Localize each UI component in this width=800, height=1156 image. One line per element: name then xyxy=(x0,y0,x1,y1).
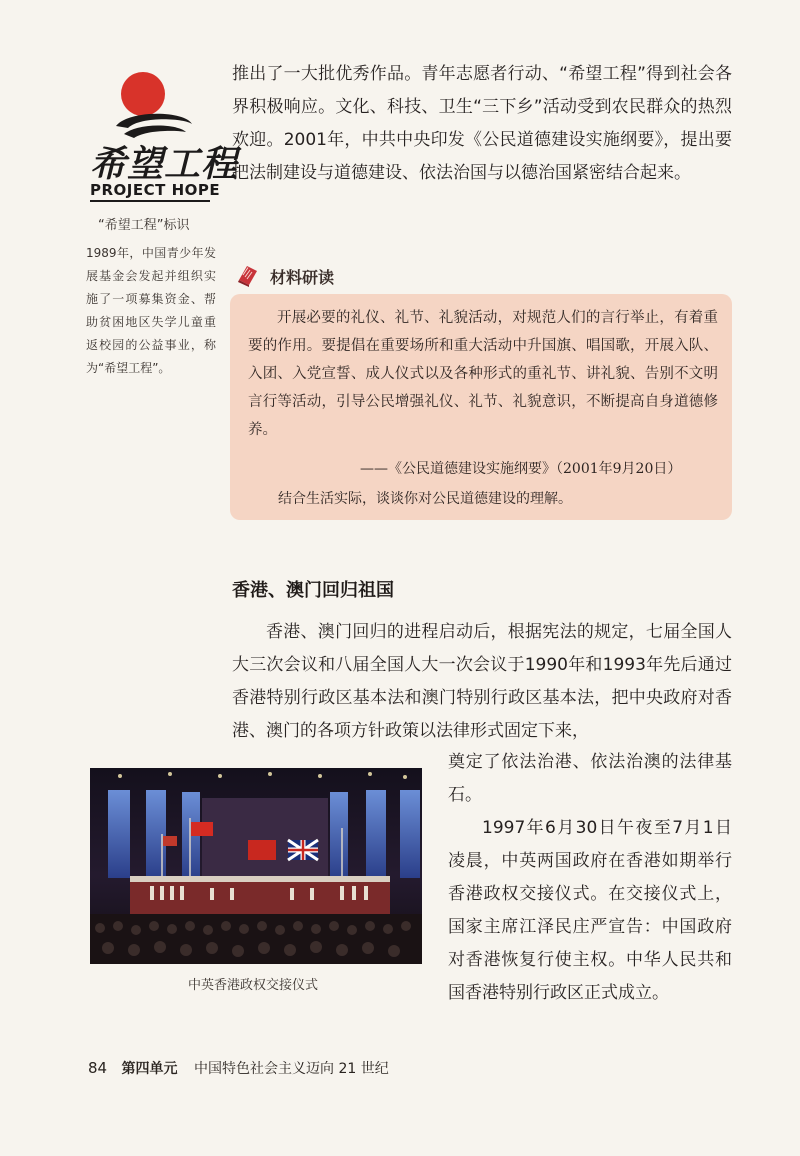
handover-paragraph-continued: 奠定了依法治港、依法治澳的法律基石。 xyxy=(448,752,732,805)
unit-label: 第四单元 xyxy=(121,1061,178,1077)
side-note: 1989年，中国青少年发展基金会发起并组织实施了一项募集资金、帮助贫困地区失学儿童重返校园的公益事业，称为“希望工程”。 xyxy=(86,246,216,375)
photo-caption: 中英香港政权交接仪式 xyxy=(188,978,319,993)
logo-underline xyxy=(90,200,210,202)
ceremony-paragraph: 1997年6月30日午夜至7月1日凌晨，中英两国政府在香港如期举行香港政权交接仪式。在交接仪式上，国家主席江泽民庄严宣告：中国政府对香港恢复行使主权。中华人民共和国香港特别行政区正式成立。 xyxy=(448,818,732,1003)
handover-ceremony-photo xyxy=(90,768,422,964)
material-reading-title: 材料研读 xyxy=(270,268,335,287)
logo-english-text: PROJECT HOPE xyxy=(90,181,221,199)
logo-chinese-text: 希望工程 xyxy=(90,143,239,185)
logo-caption: “希望工程”标识 xyxy=(98,218,190,233)
unit-title: 中国特色社会主义迈向 21 世纪 xyxy=(194,1061,389,1077)
book-icon xyxy=(235,262,261,288)
handover-paragraph: 香港、澳门回归的进程启动后，根据宪法的规定，七届全国人大三次会议和八届全国人大一次会议于1990年和1993年先后通过香港特别行政区基本法和澳门特别行政区基本法，把中央政府对香港、澳门的各项方针政策以法律形式固定下来， xyxy=(232,622,732,741)
intro-paragraph: 推出了一大批优秀作品。青年志愿者行动、“希望工程”得到社会各界积极响应。文化、科技、卫生“三下乡”活动受到农民群众的热烈欢迎。2001年，中共中央印发《公民道德建设实施纲要》，提出要把法制建设与道德建设、依法治国与以德治国紧密结合起来。 xyxy=(232,64,732,183)
material-reading-citation: ——《公民道德建设实施纲要》（2001年9月20日） xyxy=(360,461,682,477)
project-hope-logo xyxy=(88,64,239,204)
material-reading-text: 开展必要的礼仪、礼节、礼貌活动，对规范人们的言行举止，有着重要的作用。要提倡在重要场所和重大活动中升国旗、唱国歌，开展入队、入团、入党宣誓、成人仪式以及各种形式的重礼节、讲礼貌、告别不文明言行等活动，引导公民增强礼仪、礼节、礼貌意识，不断提高自身道德修养。 xyxy=(248,310,718,438)
material-reading-task: 结合生活实际，谈谈你对公民道德建设的理解。 xyxy=(278,491,572,507)
page-footer xyxy=(88,1058,389,1078)
page-number: 84 xyxy=(88,1059,108,1077)
section-heading: 香港、澳门回归祖国 xyxy=(232,580,394,601)
